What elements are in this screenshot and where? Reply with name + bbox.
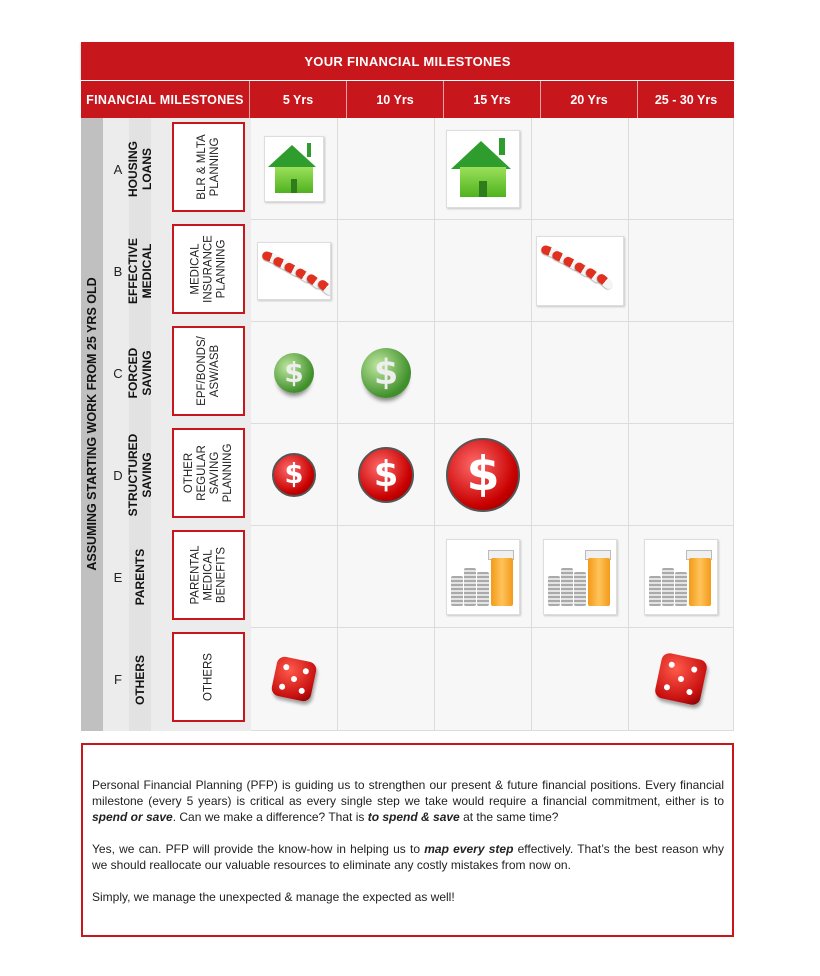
milestone-cell xyxy=(629,322,734,424)
title-text: YOUR FINANCIAL MILESTONES xyxy=(304,53,511,69)
row-letter: D xyxy=(113,467,123,483)
red-dollar-icon: $ xyxy=(358,447,414,503)
milestone-row xyxy=(103,526,734,628)
description-box xyxy=(81,743,734,937)
row-description-box xyxy=(172,530,245,620)
paragraph-2: Yes, we can. PFP will provide the know-how in helping us to map every step effectively. That’s the best reason why we should reallocate our valuable resources to eliminate any costly mistakes from now on. xyxy=(92,842,724,872)
milestone-cell xyxy=(532,322,629,424)
milestone-row xyxy=(103,628,734,731)
row-letter: F xyxy=(114,672,122,687)
row-category-label: OTHERS xyxy=(133,654,147,705)
header-year-10: 10 Yrs xyxy=(347,81,444,119)
milestone-row xyxy=(103,220,734,322)
pills-icon xyxy=(536,236,624,306)
row-category-label: FORCED SAVING xyxy=(126,347,154,399)
medicine-bottle xyxy=(689,558,711,606)
header-year-20: 20 Yrs xyxy=(541,81,638,119)
row-cells xyxy=(251,526,734,628)
row-category-label: HOUSING LOANS xyxy=(126,140,154,198)
row-category xyxy=(126,220,154,322)
coin-stack xyxy=(451,576,463,606)
milestone-cell xyxy=(532,628,629,731)
pills-icon xyxy=(257,242,331,300)
row-description-label: OTHERS xyxy=(202,653,214,701)
milestone-cell xyxy=(338,424,435,526)
pill xyxy=(316,278,331,296)
milestone-cell xyxy=(435,118,532,220)
milestone-cell xyxy=(251,220,338,322)
milestone-cell xyxy=(338,322,435,424)
row-category xyxy=(126,424,154,526)
coin-stack xyxy=(649,576,661,606)
coins-medicine-icon xyxy=(644,539,718,615)
green-dollar-coin-icon: $ xyxy=(274,353,314,393)
house-door xyxy=(291,179,298,193)
row-description-box xyxy=(172,122,245,212)
milestone-cell xyxy=(629,220,734,322)
house-roof xyxy=(451,141,511,169)
house-icon xyxy=(446,130,520,208)
milestone-cell xyxy=(532,424,629,526)
row-category-label: STRUCTURED SAVING xyxy=(126,433,154,517)
dice-dot xyxy=(302,668,309,675)
dice-dot xyxy=(686,689,693,696)
dice-dot xyxy=(677,675,684,682)
row-description-label: MEDICAL INSURANCE PLANNING xyxy=(189,235,227,303)
row-category xyxy=(129,628,151,731)
dice-icon xyxy=(654,652,709,707)
coin-stack xyxy=(548,576,560,606)
dice-dot xyxy=(298,687,305,694)
milestone-row xyxy=(103,118,734,220)
row-letter: B xyxy=(113,263,123,279)
coin-stack xyxy=(561,568,573,606)
red-dollar-icon: $ xyxy=(272,453,316,497)
coins-medicine-icon xyxy=(543,539,617,615)
row-category xyxy=(126,118,154,220)
coin-stack xyxy=(464,568,476,606)
row-letter: A xyxy=(113,161,123,177)
row-description-label: PARENTAL MEDICAL BENEFITS xyxy=(189,545,227,605)
house-door xyxy=(479,181,488,198)
milestone-row xyxy=(103,322,734,424)
dice-icon xyxy=(270,655,317,702)
milestone-cell xyxy=(435,220,532,322)
coin-stack xyxy=(662,568,674,606)
side-label: ASSUMING STARTING WORK FROM 25 YRS OLD xyxy=(85,277,99,571)
row-cells xyxy=(251,322,734,424)
header-financial-milestones: FINANCIAL MILESTONES xyxy=(81,81,250,119)
row-category xyxy=(126,322,154,424)
milestone-cell xyxy=(629,118,734,220)
header-year-5: 5 Yrs xyxy=(250,81,347,119)
dice-dot xyxy=(691,666,698,673)
milestone-cell xyxy=(338,526,435,628)
page-title xyxy=(81,42,734,80)
milestone-cell xyxy=(532,118,629,220)
coin-stack xyxy=(675,572,687,606)
medicine-bottle xyxy=(491,558,513,606)
milestone-cell xyxy=(435,322,532,424)
milestone-cell xyxy=(251,322,338,424)
row-description-label: OTHER REGULAR SAVING PLANNING xyxy=(182,443,234,503)
row-description-box xyxy=(172,632,245,722)
row-description-label: EPF/BONDS/ ASW/ASB xyxy=(195,336,221,406)
row-cells xyxy=(251,118,734,220)
row-description-box xyxy=(172,326,245,416)
milestone-cell xyxy=(532,526,629,628)
house-icon xyxy=(264,136,324,202)
milestone-row xyxy=(103,424,734,526)
dice-dot xyxy=(279,683,286,690)
row-category-label: PARENTS xyxy=(133,548,147,606)
coin-stack xyxy=(477,572,489,606)
milestone-cell xyxy=(338,118,435,220)
milestone-cell xyxy=(532,220,629,322)
header-year-15: 15 Yrs xyxy=(444,81,541,119)
dice-dot xyxy=(290,675,297,682)
paragraph-1: Personal Financial Planning (PFP) is guiding us to strengthen our present & future financial positions. Every financial milestone (every 5 years) is critical as every single step we take would require a financial commitment, either is to spend or save. Can we make a difference? That is to spend & save at the same time? xyxy=(92,778,724,824)
row-category xyxy=(129,526,151,628)
milestone-cell xyxy=(338,628,435,731)
row-description-label: BLR & MLTA PLANNING xyxy=(195,134,221,200)
milestone-cell xyxy=(435,526,532,628)
header-row xyxy=(81,80,734,119)
milestone-cell xyxy=(629,628,734,731)
milestone-cell xyxy=(338,220,435,322)
row-cells xyxy=(251,424,734,526)
milestone-cell xyxy=(435,424,532,526)
row-category-label: EFFECTIVE MEDICAL xyxy=(126,237,154,305)
milestone-cell xyxy=(251,424,338,526)
milestone-cell xyxy=(251,118,338,220)
milestone-cell xyxy=(435,628,532,731)
milestone-cell xyxy=(629,424,734,526)
coins-medicine-icon xyxy=(446,539,520,615)
paragraph-3: Simply, we manage the unexpected & manage the expected as well! xyxy=(92,890,455,904)
row-letter: E xyxy=(113,569,123,585)
green-dollar-coin-icon: $ xyxy=(361,348,411,398)
row-letter: C xyxy=(113,365,123,381)
row-cells xyxy=(251,220,734,322)
header-year-25-30: 25 - 30 Yrs xyxy=(638,81,734,119)
red-dollar-icon: $ xyxy=(446,438,520,512)
row-description-box xyxy=(172,428,245,518)
milestone-cell xyxy=(629,526,734,628)
row-cells xyxy=(251,628,734,731)
pill xyxy=(595,272,615,290)
house-roof xyxy=(268,145,316,167)
dice-dot xyxy=(664,684,671,691)
row-description-box xyxy=(172,224,245,314)
dice-dot xyxy=(283,664,290,671)
dice-dot xyxy=(668,661,675,668)
coin-stack xyxy=(574,572,586,606)
milestone-cell xyxy=(251,526,338,628)
milestone-cell xyxy=(251,628,338,731)
medicine-bottle xyxy=(588,558,610,606)
